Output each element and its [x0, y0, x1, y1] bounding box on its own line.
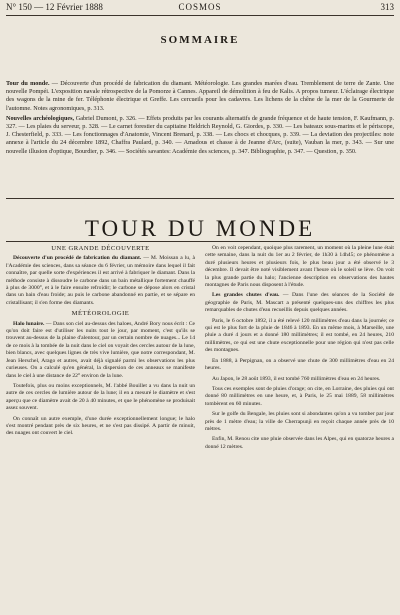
article-paragraph: On en voit cependant, quoique plus rarement, un moment où la pleine lune était cette semaine, dans la nuit du 1er au 2 février, de 1h30 à 14h45; ce phénomène a duré plusieurs heures et plusieurs fois, le plus beau jour a été observé le 3 décembre. Il devait être noté visiblement avant l'heure où le soleil se lève. On voit la plus grande partie du halo; l'ancienne description en observations des hautes montagnes de Paris nous disposent à l'étude. — [205, 245, 394, 289]
article-text: — M. Moissan a lu, à l'Académie des sciences, dans sa séance du 6 février, un mémoire dans lequel il fait connaître, par quelle sorte d'expériences il est arrivé à fabriquer le diamant. Dans la méthode consiste à dissoudre le carbone dans un bain métallique fortement chauffé à plus de 3000°, et à le faire ensuite refroidir; le carbone se dépose alors en cristal dans un bain d'eau froide; au puis le carbone abandonné en partie, et se sépare en cristallisant; il s'en forme des diamants. — [6, 255, 195, 306]
sommaire-paragraph — [6, 115, 394, 156]
article-lead: Les grandes chutes d'eau. — [212, 292, 280, 299]
left-column — [6, 245, 195, 441]
article-lead: Découverte d'un procédé de fabrication du diamant. — [13, 255, 142, 262]
article-paragraph: Toutefois, plus ou moins exceptionnels, M. l'abbé Bouillet a vu dans la nuit un autre de ces cercles de lumière autour de la lune; il en a mesuré le diamètre et s'est aperçu que ce diamètre avait de 20 à 40 minutes, et que le phénomène se produisait assez souvent. — [6, 382, 195, 412]
header-rule — [6, 15, 394, 16]
right-column — [205, 245, 394, 454]
article-paragraph — [6, 321, 195, 380]
sommaire-text: Gabriel Dumont, p. 326. — Effets produits par les courants alternatifs de grande fréquence et de haute tension, F. Kaufmann, p. 327. — Les plaies du serveur, p. 328. — Le carnet forestier du capitaine Heldrich Reynold, G. Giordes, p. 330. — Les bateaux sous-marins et le périscope, J. Chesterfield, p. 333. — Les fonctionnages d'Anatomie, Vincent Brenard, p. 338. — Les chocs et chocques, p. 339. — La deviation des projectiles: note annexe à l'article du 24 décembre 1892, Chaffra Paulard, p. 340. — Amadous et chasse à de Jeanne d'Arc, (suite), Vauban la mer, p. 343. — Sur une nouvelle illusion d'optique, Bourdier, p. 346. — Sociétés savantes: Académie des sciences, p. 347. Bibliographie, p. 347. — Question, p. 350. — [6, 114, 395, 155]
article-lead: Halo lunaire. — [13, 320, 45, 327]
journal-name: COSMOS — [178, 2, 222, 12]
running-header — [6, 0, 394, 14]
sommaire-paragraph — [6, 80, 394, 113]
article-paragraph: On connaît un autre exemple, d'une durée exceptionnellement longue; le halo s'est montré pendant près de six heures, et ne s'est pas dissipé. A partir de minuit, des nuages ont couvert le ciel. — [6, 415, 195, 437]
article-paragraph: Enfin, M. Renou cite une pluie observée dans les Alpes, qui en quatorze heures a donné 12 mètres. — [205, 436, 394, 450]
article-paragraph: Tous ces exemples sont de pluies d'orage; on cite, en Lorraine, des pluies qui ont donné 80 millimètres en une heure, et, à Paris, le 25 mai 1889, 58 millimètres tombèrent en 60 minutes. — [205, 385, 394, 407]
sommaire-lead: Tour du monde. — [6, 80, 50, 87]
section-title: TOUR DU MONDE — [84, 216, 316, 241]
article-text: — Dans son ciel au-dessus des haloes, André Bory nous écrit : Ce qu'on doit faire est d'utiliser les nuits tout le jour, par moment, c'est qu'ils se trouvent au-dessus de la plaine d'alentour, par un certain nombre de nuages... Le 14 de ce mois à la tombée de la nuit dans le ciel on voyait des cercles autour de la lune, bien blancs, avec quelques lignes de très vive lumière, que notre correspondant, M. Jean Herschel, Arago et autres, avait déjà signalé parmi les observations les plus curieuses. On a calculé qu'en général, la dispersion de ces anneaux se manifeste dans le ciel à une distance de 22° environ de la lune. — [6, 320, 195, 379]
section-heading: MÉTÉOROLOGIE — [71, 310, 130, 318]
title-rule — [6, 241, 394, 242]
sommaire-lead: Nouvelles archéologiques, — [6, 114, 75, 122]
article-paragraph — [6, 255, 195, 307]
sommaire-text: — Découverte d'un procédé de fabrication du diamant. Météorologie. Les grandes marées d'eau. Tremblement de terre de Zante. Une nouvelle Pompéi. L'exposition navale rétrospective de la Pomorze à Cannes. Appareil de démolition à feu de Kalis. A propos tumeur. L'éclairage électrique des wagons de la mine de fer. Téléphonie électrique et Greffe. Les cercueils pour les cadavres. Les lichens de la chêne de la mer de la Gourmerie de l'automne. Notes agronomiques, p. 313. — [6, 80, 395, 112]
article-paragraph: Sur le golfe du Bengale, les pluies sont si abondantes qu'on a vu tomber par jour près de 1 mètre d'eau; la ville de Cherrapunji en reçoit chaque année près de 10 mètres. — [205, 411, 394, 432]
section-heading: UNE GRANDE DÉCOUVERTE — [51, 245, 150, 252]
sommaire-contents — [6, 80, 394, 158]
article-paragraph — [205, 292, 394, 314]
article-text: — Dans l'une des séances de la Société de géographie de Paris, M. Mascart a présenté quelques-uns des chiffres les plus remarquables de chutes d'eau recueillis depuis quelques années. — [205, 292, 394, 314]
page-number: 313 — [380, 2, 394, 12]
article-paragraph: Paris, le 6 octobre 1892, il a été relevé 120 millimètres d'eau dans la journée; ce qui est le plus fort de la pluie de 1846 à 1893. En un même mois, à Marseille, une pluie a duré 4 jours et a donné 180 millimètres; il est tombé, en 24 heures, 210 millimètres, ce qui est une chute exceptionnelle pour une région qui n'est pas celle des montagnes. — [205, 317, 394, 354]
article-paragraph: En 1888, à Perpignan, on a observé une chute de 300 millimètres d'eau en 24 heures. — [205, 357, 394, 372]
section-rule — [6, 198, 394, 199]
sommaire-title: SOMMAIRE — [160, 34, 240, 46]
article-paragraph: Au Japon, le 28 août 1893, il est tombé 760 millimètres d'eau en 24 heures. — [212, 375, 381, 382]
issue-date: N° 150 — 12 Février 1888 — [6, 2, 103, 12]
